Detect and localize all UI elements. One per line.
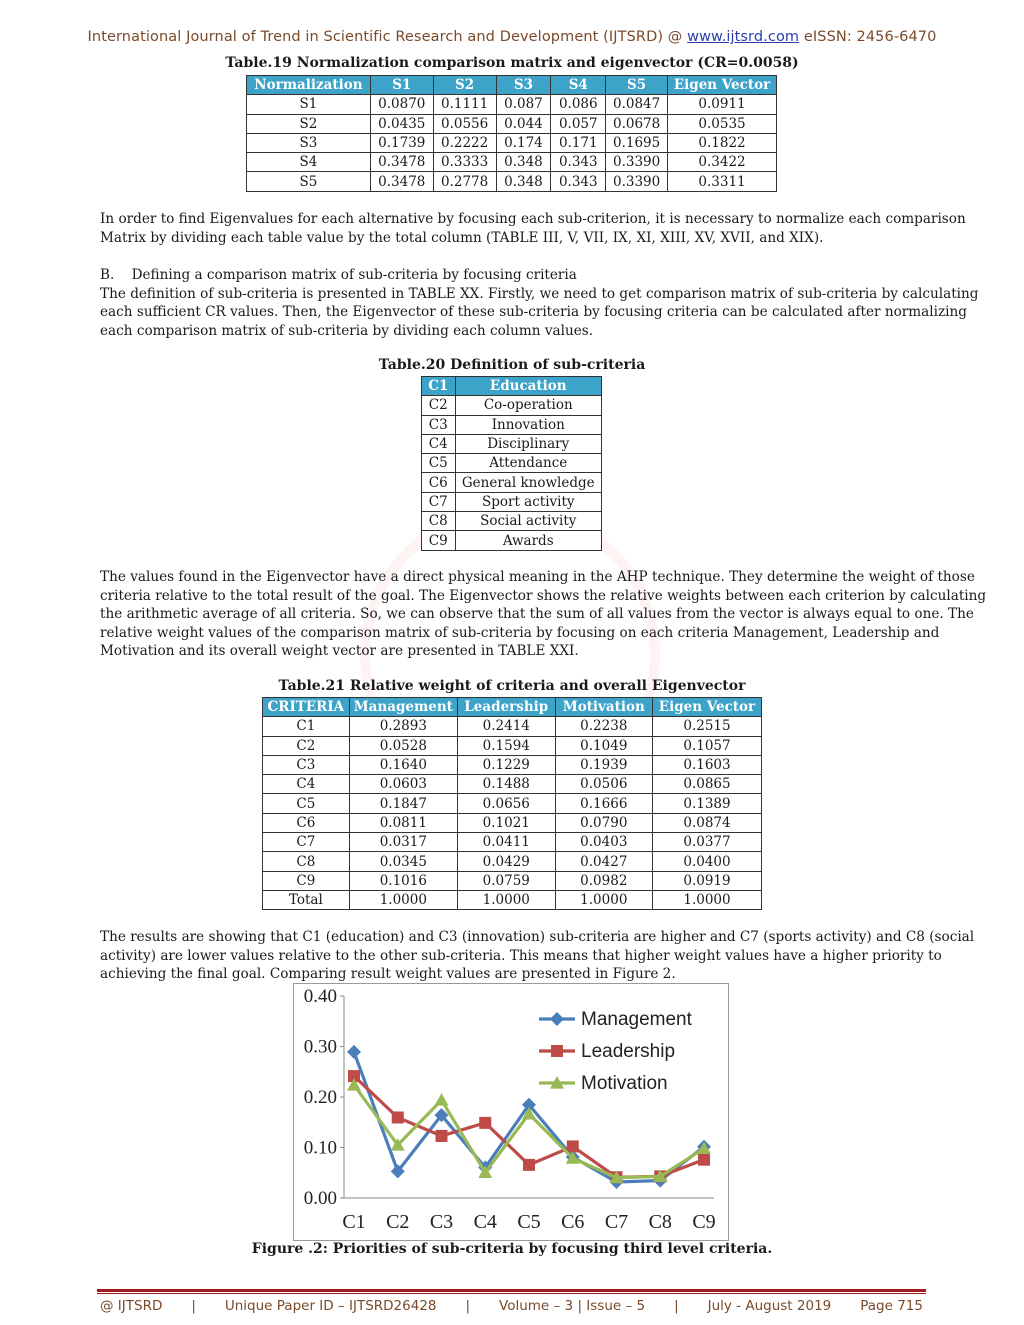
table19-caption: Table.19 Normalization comparison matrix and eigenvector (CR=0.0058) <box>225 55 799 71</box>
table19-header-cell: S5 <box>606 76 668 95</box>
table-cell: 0.2238 <box>555 717 652 736</box>
data-point-square <box>567 1140 579 1152</box>
para-line: criteria relative to the total result of the goal. The Eigenvector shows the relative weights between each criterion by calculating <box>100 587 987 604</box>
para-line: Matrix by dividing each table value by the total column (TABLE III, V, VII, IX, XI, XIII, XV, XVII, and XIX). <box>100 229 824 246</box>
table-cell: 0.044 <box>496 114 551 133</box>
x-tick-label: C4 <box>473 1211 497 1233</box>
para-line: activity) are lower values relative to the other sub-criteria. This means that higher weight values have a higher priority to <box>100 947 942 964</box>
table-cell: 0.3478 <box>370 153 433 172</box>
data-point-square <box>551 1045 563 1057</box>
x-tick-label: C8 <box>648 1211 672 1233</box>
x-tick-label: C6 <box>561 1211 585 1233</box>
table-row <box>422 492 602 511</box>
journal-name: International Journal of Trend in Scientific Research and Development (IJTSRD) @ <box>87 29 688 45</box>
table21-header-cell: Leadership <box>457 698 555 717</box>
table-cell: Total <box>263 890 350 909</box>
table-cell: 1.0000 <box>652 890 761 909</box>
table20 <box>421 376 602 551</box>
data-point-diamond <box>347 1045 361 1059</box>
footer-paper-id: Unique Paper ID – IJTSRD26428 <box>224 1298 437 1314</box>
y-tick-label: 0.10 <box>303 1137 337 1159</box>
table-row <box>422 454 602 473</box>
footer-volume: Volume – 3 | Issue – 5 <box>499 1298 646 1314</box>
data-point-triangle <box>435 1093 449 1106</box>
x-tick-label: C5 <box>517 1211 541 1233</box>
table-row <box>263 833 762 852</box>
table-cell: 0.1594 <box>457 736 555 755</box>
para-line: Motivation and its overall weight vector are presented in TABLE XXI. <box>100 643 579 660</box>
legend-label: Motivation <box>581 1073 668 1094</box>
table-cell: C9 <box>263 871 350 890</box>
table-cell: C8 <box>263 852 350 871</box>
table-cell: 0.1016 <box>349 871 457 890</box>
figure2-caption: Figure .2: Priorities of sub-criteria by focusing third level criteria. <box>251 1241 773 1257</box>
table19-header-cell: S4 <box>551 76 606 95</box>
y-tick-label: 0.20 <box>303 1087 337 1108</box>
issn-text: eISSN: 2456-6470 <box>799 29 937 45</box>
table-cell: C4 <box>263 775 350 794</box>
data-point-square <box>479 1117 491 1129</box>
table-cell: 0.1049 <box>555 736 652 755</box>
table-row <box>422 434 602 453</box>
table-cell: 0.1603 <box>652 755 761 774</box>
table-cell: 0.0435 <box>370 114 433 133</box>
table-cell: 0.0556 <box>433 114 496 133</box>
footer-sep: | <box>465 1298 471 1314</box>
data-point-square <box>523 1159 535 1171</box>
para-line: The definition of sub-criteria is presented in TABLE XX. Firstly, we need to get comparison matrix of sub-criteria by calculating <box>100 285 979 302</box>
table-cell: 0.0345 <box>349 852 457 871</box>
x-tick-label: C3 <box>429 1211 454 1233</box>
table-cell: C6 <box>422 473 456 492</box>
table-cell: 0.1666 <box>555 794 652 813</box>
para-line: each sufficient CR values. Then, the Eigenvector of these sub-criteria by focusing criteria can be calculated after normalizing <box>100 304 967 321</box>
table21 <box>262 697 762 910</box>
table-cell: S4 <box>247 153 371 172</box>
table-row <box>263 890 762 909</box>
table-row <box>247 172 777 191</box>
table-row <box>422 415 602 434</box>
para-line: each comparison matrix of sub-criteria by dividing each column values. <box>100 322 594 339</box>
legend-label: Leadership <box>581 1041 676 1062</box>
table-cell: 0.0535 <box>668 114 777 133</box>
table-cell: 0.174 <box>496 133 551 152</box>
table-row <box>263 852 762 871</box>
table-cell: 0.343 <box>551 172 606 191</box>
table-cell: 0.0317 <box>349 833 457 852</box>
table-cell: C6 <box>263 813 350 832</box>
table-cell: 0.0811 <box>349 813 457 832</box>
footer-rule <box>97 1289 926 1292</box>
table-cell: 0.0403 <box>555 833 652 852</box>
table-row <box>247 95 777 114</box>
legend-label: Management <box>581 1009 692 1030</box>
table-cell: C5 <box>422 454 456 473</box>
table-row <box>247 153 777 172</box>
table-cell: C2 <box>263 736 350 755</box>
table-cell: 0.0603 <box>349 775 457 794</box>
line-chart-svg <box>294 984 730 1242</box>
table-cell: 0.0427 <box>555 852 652 871</box>
table-cell: 0.1488 <box>457 775 555 794</box>
table-cell: C2 <box>422 396 456 415</box>
table20-header-cell: Education <box>455 377 601 396</box>
table-cell: 0.0377 <box>652 833 761 852</box>
table-row <box>422 396 602 415</box>
table-cell: 0.1229 <box>457 755 555 774</box>
para-line: The results are showing that C1 (education) and C3 (innovation) sub-criteria are higher and C7 (sports activity) and C8 (social <box>100 929 975 945</box>
table-cell: 0.1111 <box>433 95 496 114</box>
table-cell: 0.1847 <box>349 794 457 813</box>
footer-date: July - August 2019 <box>707 1298 832 1314</box>
y-tick-label: 0.00 <box>303 1188 337 1209</box>
table20-header-cell: C1 <box>422 377 456 396</box>
table-cell: 0.3333 <box>433 153 496 172</box>
table-cell: 0.0919 <box>652 871 761 890</box>
running-header <box>0 29 1024 45</box>
y-tick-label: 0.40 <box>303 986 337 1007</box>
table19-header-cell: S3 <box>496 76 551 95</box>
table-cell: C3 <box>422 415 456 434</box>
table-row <box>422 531 602 550</box>
table-cell: 1.0000 <box>457 890 555 909</box>
table-cell: C5 <box>263 794 350 813</box>
table-cell: 0.0874 <box>652 813 761 832</box>
table21-header-cell: Motivation <box>555 698 652 717</box>
journal-link[interactable]: www.ijtsrd.com <box>687 29 800 45</box>
x-tick-label: C2 <box>386 1211 410 1233</box>
data-point-square <box>436 1130 448 1142</box>
data-point-square <box>698 1154 710 1166</box>
table-cell: S3 <box>247 133 371 152</box>
table-cell: 0.0982 <box>555 871 652 890</box>
table21-header-row <box>263 698 762 717</box>
table-cell: Attendance <box>455 454 601 473</box>
page-footer <box>100 1298 923 1314</box>
table-row <box>263 813 762 832</box>
table-cell: 0.2414 <box>457 717 555 736</box>
section-b-heading: B. Defining a comparison matrix of sub-criteria by focusing criteria <box>100 267 577 283</box>
footer-page: Page 715 <box>860 1298 923 1314</box>
para-line: the arithmetic average of all criteria. So, we can observe that the sum of all values from the vector is always equal to one. The <box>100 606 974 623</box>
footer-rule-thin <box>97 1293 926 1294</box>
table-cell: 0.0790 <box>555 813 652 832</box>
table-cell: 0.0865 <box>652 775 761 794</box>
para-line: relative weight values of the comparison matrix of sub-criteria by focusing on each criteria Management, Leadership and <box>100 624 940 641</box>
table21-caption: Table.21 Relative weight of criteria and overall Eigenvector <box>278 678 746 694</box>
table-cell: 0.1939 <box>555 755 652 774</box>
table-row <box>263 794 762 813</box>
table-cell: 0.1739 <box>370 133 433 152</box>
paragraph-results <box>100 928 975 984</box>
table-cell: 0.0400 <box>652 852 761 871</box>
section-b <box>100 266 979 340</box>
table-cell: 0.0528 <box>349 736 457 755</box>
table-cell: C3 <box>263 755 350 774</box>
table-cell: 0.2778 <box>433 172 496 191</box>
table19-header-cell: S1 <box>370 76 433 95</box>
table-cell: S2 <box>247 114 371 133</box>
table-cell: S1 <box>247 95 371 114</box>
table-cell: C9 <box>422 531 456 550</box>
table-row <box>263 775 762 794</box>
table19-header-cell: Eigen Vector <box>668 76 777 95</box>
table-cell: 0.1389 <box>652 794 761 813</box>
table-cell: 0.2515 <box>652 717 761 736</box>
footer-sep: | <box>674 1298 679 1314</box>
table-cell: C4 <box>422 434 456 453</box>
table-cell: 0.1021 <box>457 813 555 832</box>
table-cell: 0.348 <box>496 172 551 191</box>
table-cell: 0.3311 <box>668 172 777 191</box>
table-cell: 0.0429 <box>457 852 555 871</box>
table20-header-row <box>422 377 602 396</box>
table-row <box>263 755 762 774</box>
table19-header-cell: S2 <box>433 76 496 95</box>
table21-header-cell: CRITERIA <box>263 698 350 717</box>
table-row <box>247 114 777 133</box>
table-cell: 0.0678 <box>606 114 668 133</box>
paragraph-normalization <box>100 210 966 247</box>
table-cell: Co-operation <box>455 396 601 415</box>
table-cell: 0.2893 <box>349 717 457 736</box>
x-tick-label: C7 <box>604 1211 629 1233</box>
table20-caption: Table.20 Definition of sub-criteria <box>378 357 646 373</box>
table-cell: C7 <box>263 833 350 852</box>
table-cell: 0.0847 <box>606 95 668 114</box>
table-cell: 0.3390 <box>606 153 668 172</box>
footer-sep: | <box>191 1298 196 1314</box>
table-cell: 0.1695 <box>606 133 668 152</box>
table19-header-row <box>247 76 777 95</box>
data-point-diamond <box>550 1012 564 1026</box>
table-cell: 1.0000 <box>349 890 457 909</box>
table-cell: General knowledge <box>455 473 601 492</box>
x-tick-label: C1 <box>342 1211 366 1233</box>
table-cell: Innovation <box>455 415 601 434</box>
table-row <box>263 871 762 890</box>
table-cell: 0.343 <box>551 153 606 172</box>
para-line: The values found in the Eigenvector have a direct physical meaning in the AHP technique. They determine the weight of those <box>100 569 975 585</box>
table19 <box>246 75 777 192</box>
table-cell: 0.0656 <box>457 794 555 813</box>
data-point-square <box>392 1112 404 1124</box>
footer-ijtsrd: @ IJTSRD <box>100 1298 163 1314</box>
table-cell: 0.0870 <box>370 95 433 114</box>
table-cell: Sport activity <box>455 492 601 511</box>
table-cell: 0.3390 <box>606 172 668 191</box>
table-cell: C1 <box>263 717 350 736</box>
table-row <box>247 133 777 152</box>
figure2-chart <box>293 983 729 1241</box>
table-cell: 0.0759 <box>457 871 555 890</box>
table21-header-cell: Management <box>349 698 457 717</box>
table-cell: 0.1640 <box>349 755 457 774</box>
para-line: achieving the final goal. Comparing result weight values are presented in Figure 2. <box>100 966 676 983</box>
table-cell: S5 <box>247 172 371 191</box>
table19-header-cell: Normalization <box>247 76 371 95</box>
table-cell: 0.0911 <box>668 95 777 114</box>
table-cell: C7 <box>422 492 456 511</box>
table-cell: 0.0411 <box>457 833 555 852</box>
table-row <box>263 736 762 755</box>
table-cell: 0.171 <box>551 133 606 152</box>
table-cell: 0.1057 <box>652 736 761 755</box>
table-cell: C8 <box>422 512 456 531</box>
table-cell: Social activity <box>455 512 601 531</box>
table-cell: 1.0000 <box>555 890 652 909</box>
table-cell: 0.3422 <box>668 153 777 172</box>
table-cell: 0.0506 <box>555 775 652 794</box>
table-row <box>263 717 762 736</box>
table-cell: Disciplinary <box>455 434 601 453</box>
table-cell: 0.2222 <box>433 133 496 152</box>
paragraph-eigenvector <box>100 568 987 661</box>
para-line: In order to find Eigenvalues for each alternative by focusing each sub-criterion, it is necessary to normalize each comparison <box>100 211 966 227</box>
table21-header-cell: Eigen Vector <box>652 698 761 717</box>
table-cell: 0.3478 <box>370 172 433 191</box>
table-cell: 0.348 <box>496 153 551 172</box>
table-cell: 0.086 <box>551 95 606 114</box>
y-tick-label: 0.30 <box>303 1036 337 1058</box>
table-row <box>422 473 602 492</box>
table-row <box>422 512 602 531</box>
table-cell: 0.1822 <box>668 133 777 152</box>
table-cell: 0.087 <box>496 95 551 114</box>
x-tick-label: C9 <box>692 1211 716 1233</box>
table-cell: Awards <box>455 531 601 550</box>
table-cell: 0.057 <box>551 114 606 133</box>
